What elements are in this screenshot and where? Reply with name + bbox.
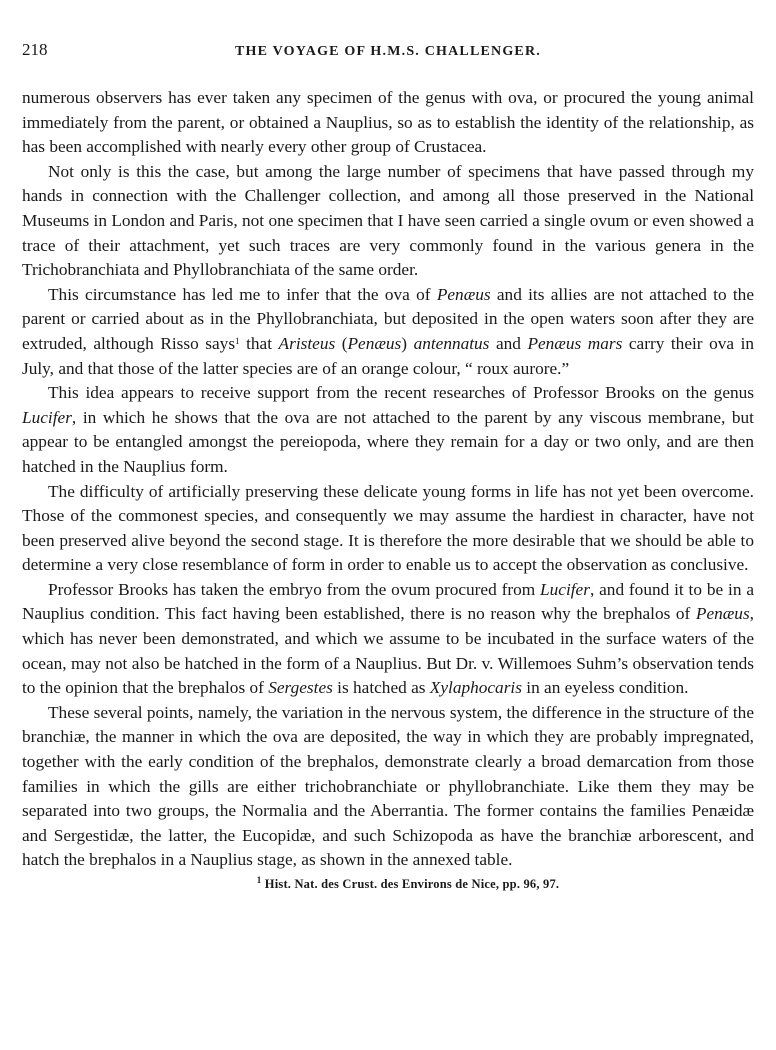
text-run: , in which he shows that the ova are not attached to the parent by any viscous membrane, but appear to be entangled amongst the pereiopoda, where they remain for a day or two only, and are then hatched in the Nauplius form.: [22, 407, 754, 476]
text-run: and its allies are not attached to the parent or carried about as in the Phyllobranchiata, but deposited in the open waters soon after they are extruded, although Risso says: [22, 284, 754, 353]
text-run: in an eyeless condition.: [521, 678, 689, 698]
taxon-name: Lucifer: [540, 579, 590, 599]
footnote: [22, 877, 754, 892]
paragraph: [22, 381, 754, 479]
footnote-text: Hist. Nat. des Crust. des Environs de Nice, pp. 96, 97.: [261, 877, 560, 891]
paragraph: The difficulty of artificially preserving these delicate young forms in life has not yet been overcome. Those of the commonest species, and consequently we may assume the hardiest in character, have not been preserved alive beyond the second stage. It is therefore the more desirable that we should be able to determine a very close resemblance of form in order to enable us to accept the observation as conclusive.: [22, 481, 754, 575]
page-header: [22, 40, 754, 66]
text-run: ): [401, 333, 414, 353]
text-run: that: [239, 333, 279, 353]
taxon-name: Penæus mars: [527, 333, 623, 353]
taxon-name: Penæus: [347, 333, 402, 353]
text-run: and: [489, 333, 528, 353]
text-run: , which has never been demonstrated, and which we assume to be incubated in the surface waters of the ocean, may not also be hatched in the form of a Nauplius. But Dr. v. Willemoes Suhm’s observation tends to the opinion that the brephalos of: [22, 604, 754, 698]
text-run: This circumstance has led me to infer that the ova of: [48, 284, 437, 304]
text-run: (: [335, 333, 348, 353]
taxon-name: Xylaphocaris: [429, 678, 522, 698]
text-run: This idea appears to receive support from the recent researches of Professor Brooks on the genus: [48, 383, 754, 403]
taxon-name: Penæus: [695, 604, 750, 624]
page-number: 218: [22, 40, 48, 59]
text-run: Professor Brooks has taken the embryo from the ovum procured from: [48, 579, 541, 599]
footnote-reference: 1: [235, 335, 240, 346]
paragraph: These several points, namely, the variation in the nervous system, the difference in the structure of the branchiæ, the manner in which the ova are deposited, the way in which they are probably impregnated, together with the early condition of the brephalos, demonstrate clearly a broad demarcation from those families in which the gills are either trichobranchiate or phyllobranchiate. Like them they may be separated into two groups, the Normalia and the Aberrantia. The former contains the families Penæidæ and Sergestidæ, the latter, the Eucopidæ, and such Schizopoda as have the branchiæ arborescent, and hatch the brephalos in a Nauplius stage, as shown in the annexed table.: [22, 702, 754, 870]
taxon-name: Sergestes: [268, 678, 333, 698]
paragraph-continuation: numerous observers has ever taken any specimen of the genus with ova, or procured the young animal immediately from the parent, or obtained a Nauplius, so as to establish the identity of the relationship, as has been accomplished with nearly every other group of Crustacea.: [22, 88, 754, 157]
footnote-marker: 1: [256, 875, 262, 885]
taxon-name: antennatus: [413, 333, 490, 353]
paragraph: [22, 283, 754, 381]
book-page: [22, 40, 754, 892]
text-run: carry their ova in July, and that those of the latter species are of an orange colour, “ roux aurore.”: [22, 333, 755, 378]
running-title: THE VOYAGE OF H.M.S. CHALLENGER.: [235, 44, 541, 59]
text-run: is hatched as: [332, 678, 430, 698]
body-text: [22, 86, 754, 873]
paragraph: Not only is this the case, but among the large number of specimens that have passed through my hands in connection with the Challenger collection, and among all those preserved in the National Museums in London and Paris, not one specimen that I have seen carried a single ovum or even showed a trace of their attachment, yet such traces are very commonly found in the various genera in the Trichobranchiata and Phyllobranchiata of the same order.: [22, 161, 754, 280]
text-run: , and found it to be in a Nauplius condition. This fact having been established, there is no reason why the brephalos of: [22, 579, 754, 624]
taxon-name: Penæus: [436, 284, 491, 304]
taxon-name: Aristeus: [278, 333, 336, 353]
taxon-name: Lucifer: [22, 407, 72, 427]
paragraph: [22, 578, 754, 701]
